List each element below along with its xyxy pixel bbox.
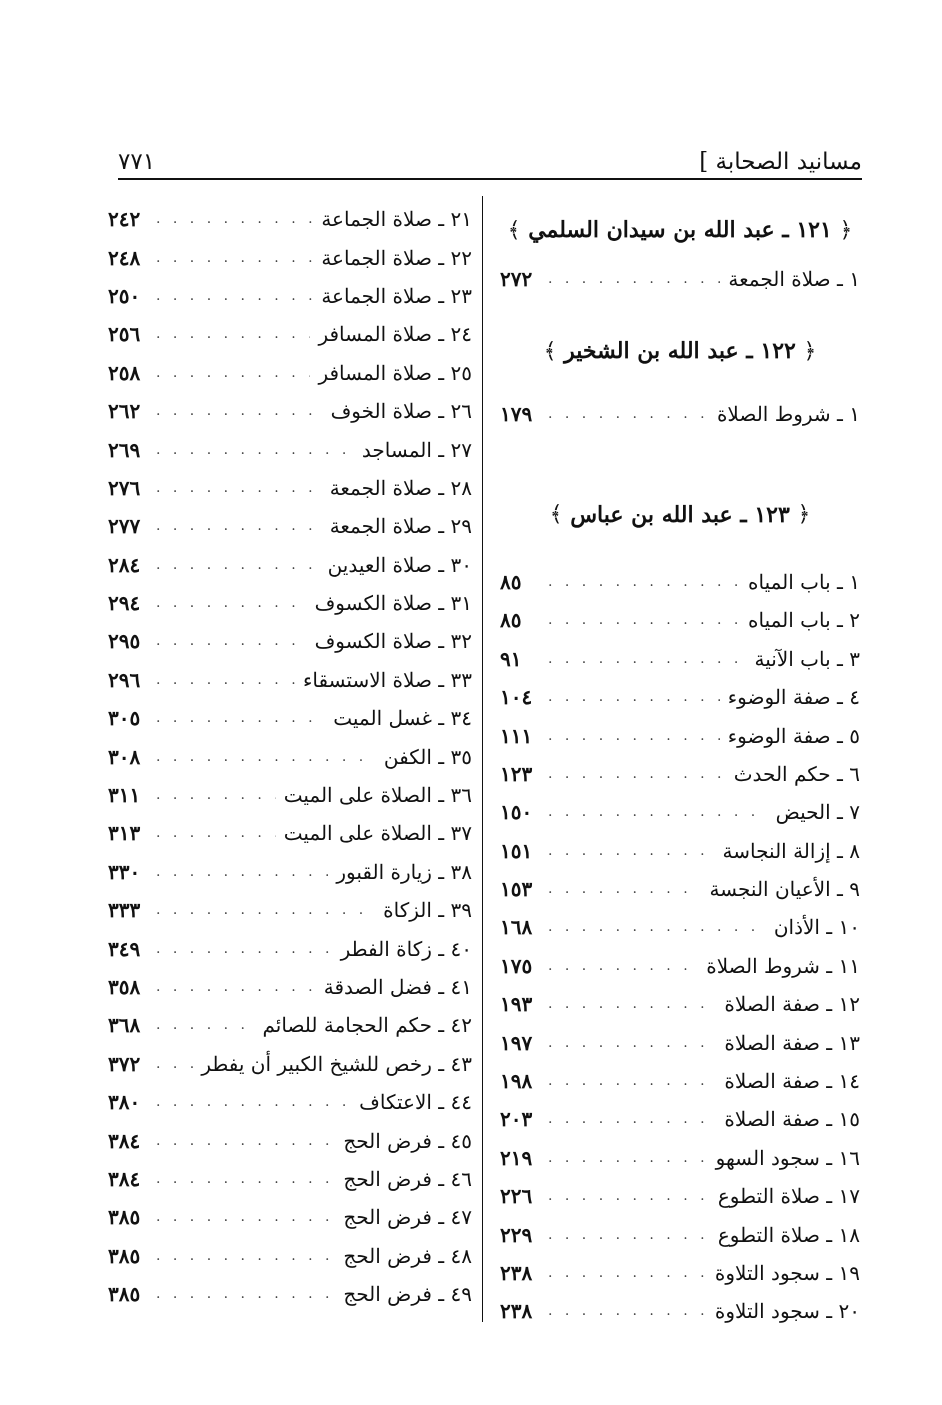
entry-title: ٤٠ ـ زكاة الفطر — [340, 936, 472, 961]
ornament-open-icon: ﴿ — [797, 502, 811, 528]
entry-page: ٣٨٥ — [108, 1282, 141, 1307]
toc-entry[interactable] — [108, 1160, 472, 1198]
dot-leader — [156, 1171, 335, 1187]
toc-entry[interactable] — [500, 1177, 860, 1215]
toc-entry[interactable] — [108, 584, 472, 622]
entry-page: ٢٦٩ — [108, 437, 141, 462]
entry-title: ٢٣ ـ صلاة الجماعة — [321, 283, 472, 308]
dot-leader — [548, 804, 768, 820]
dot-leader — [156, 1248, 335, 1264]
toc-entry[interactable] — [500, 1100, 860, 1138]
dot-leader — [156, 902, 375, 918]
header-rule — [118, 178, 862, 180]
entry-title: ٣٨ ـ زيارة القبور — [336, 859, 472, 884]
page-number: ٧٧١ — [118, 149, 156, 175]
dot-leader — [548, 919, 766, 935]
dot-leader — [156, 442, 354, 458]
section-title: ١٢٣ ـ عبد الله بن عباس — [570, 501, 790, 528]
toc-entry[interactable] — [500, 870, 860, 908]
entry-title: ٤٤ ـ الاعتكاف — [359, 1090, 472, 1115]
toc-entry[interactable] — [108, 315, 472, 353]
entry-page: ٣١٣ — [108, 821, 141, 846]
entry-title: ٩ ـ الأعيان النجسة — [709, 877, 860, 902]
section-heading — [500, 433, 860, 563]
dot-leader — [548, 1111, 716, 1127]
toc-entry[interactable] — [108, 1006, 472, 1044]
entry-page: ٨٥ — [500, 569, 522, 594]
toc-entry[interactable] — [108, 238, 472, 276]
entry-title: ١٤ ـ صفة الصلاة — [724, 1069, 860, 1094]
dot-leader — [156, 288, 313, 304]
entry-title: ٤١ ـ فضل الصدقة — [323, 975, 472, 999]
entry-title: ٣٧ ـ الصلاة على الميت — [283, 821, 472, 846]
entry-title: ٢٤ ـ صلاة المسافر — [318, 322, 472, 347]
entry-title: ١١ ـ شروط الصلاة — [706, 953, 860, 978]
entry-page: ٣١١ — [108, 783, 141, 808]
entry-title: ٣٥ ـ الكفن — [383, 744, 472, 769]
toc-entry[interactable] — [108, 737, 472, 775]
entry-page: ٢٤٢ — [108, 207, 141, 232]
entry-title: ٢٢ ـ صلاة الجماعة — [321, 245, 472, 270]
entry-page: ١٥٠ — [500, 800, 533, 825]
entry-title: ١ ـ صلاة الجمعة — [728, 267, 860, 292]
toc-entry[interactable] — [500, 793, 860, 831]
left-column — [108, 200, 472, 1313]
toc-entry[interactable] — [108, 430, 472, 468]
dot-leader — [156, 326, 310, 342]
dot-leader — [156, 1209, 335, 1225]
toc-entry[interactable] — [500, 601, 860, 639]
entry-title: ١٢ ـ صفة الصلاة — [724, 992, 860, 1017]
entry-title: ٤٨ ـ فرض الحج — [343, 1243, 472, 1268]
entry-page: ٢٤٨ — [108, 245, 141, 270]
entry-title: ٢٨ ـ صلاة الجمعة — [329, 475, 472, 500]
dot-leader — [156, 403, 323, 419]
entry-page: ١٢٣ — [500, 761, 533, 786]
dot-leader — [156, 710, 325, 726]
entry-page: ١٩٣ — [500, 992, 533, 1017]
entry-title: ٢٠ ـ سجود التلاوة — [714, 1299, 860, 1324]
entry-title: ٤٢ ـ حكم الحجامة للصائم — [262, 1013, 472, 1038]
entry-page: ٢٧٧ — [108, 514, 141, 539]
dot-leader — [548, 881, 701, 897]
dot-leader — [548, 1073, 716, 1089]
entry-title: ٤٧ ـ فرض الحج — [343, 1205, 472, 1230]
entry-page: ٢٩٤ — [108, 591, 141, 616]
toc-entry[interactable] — [500, 1292, 860, 1330]
ornament-close-icon: ﴾ — [543, 338, 557, 364]
toc-entry[interactable] — [108, 507, 472, 545]
dot-leader — [156, 864, 328, 880]
entry-title: ١٩ ـ سجود التلاوة — [714, 1261, 860, 1285]
dot-leader — [548, 1265, 707, 1281]
dot-leader — [548, 1188, 710, 1204]
toc-entry[interactable] — [108, 392, 472, 430]
toc-entry[interactable] — [500, 1023, 860, 1061]
toc-entry[interactable] — [500, 985, 860, 1023]
entry-page: ٢٦٢ — [108, 399, 141, 424]
entry-title: ٣٣ ـ صلاة الاستسقاء — [302, 667, 472, 692]
entry-page: ٣٨٤ — [108, 1166, 141, 1191]
entry-page: ٣٣٠ — [108, 859, 141, 884]
entry-page: ١٧٥ — [500, 953, 533, 978]
section-heading — [500, 200, 860, 260]
dot-leader — [156, 787, 276, 803]
entry-title: ٤٣ ـ رخص للشيخ الكبير أن يفطر — [201, 1051, 472, 1076]
dot-leader — [548, 843, 715, 859]
dot-leader — [156, 825, 276, 841]
entry-page: ٣٥٨ — [108, 975, 141, 999]
entry-title: ١٨ ـ صلاة التطوع — [717, 1222, 860, 1247]
toc-entry[interactable] — [500, 640, 860, 678]
entry-title: ٢٩ ـ صلاة الجمعة — [329, 514, 472, 539]
entry-title: ٢١ ـ صلاة الجماعة — [321, 207, 472, 232]
toc-entry[interactable] — [500, 1062, 860, 1100]
column-divider — [482, 196, 483, 1322]
entry-page: ٢٧٦ — [108, 475, 141, 500]
dot-leader — [548, 1227, 710, 1243]
entry-page: ٣٨٠ — [108, 1090, 141, 1115]
entry-title: ٣٤ ـ غسل الميت — [333, 706, 472, 731]
entry-page: ١٥٣ — [500, 877, 533, 902]
toc-entry[interactable] — [500, 260, 860, 298]
entry-page: ٢٥٨ — [108, 360, 141, 385]
entry-title: ٤ ـ صفة الوضوء — [727, 685, 860, 710]
entry-page: ٣٤٩ — [108, 936, 141, 961]
dot-leader — [156, 480, 322, 496]
entry-page: ١٩٧ — [500, 1030, 533, 1055]
entry-page: ١٩٨ — [500, 1069, 533, 1094]
entry-page: ١٥١ — [500, 838, 533, 863]
entry-page: ٢٣٨ — [500, 1299, 533, 1324]
section-title: ١٢١ ـ عبد الله بن سيدان السلمي — [528, 217, 832, 243]
ornament-close-icon: ﴾ — [507, 217, 521, 243]
entry-page: ٨٥ — [500, 608, 522, 633]
entry-page: ٢١٩ — [500, 1145, 533, 1170]
entry-title: ٣٠ ـ صلاة العيدين — [327, 552, 472, 577]
entry-title: ١٦ ـ سجود السهو — [715, 1145, 860, 1170]
toc-entry[interactable] — [108, 929, 472, 967]
entry-page: ٣٠٨ — [108, 744, 141, 769]
ornament-open-icon: ﴿ — [803, 338, 817, 364]
entry-title: ٢٦ ـ صلاة الخوف — [330, 399, 472, 424]
toc-entry[interactable] — [108, 1045, 472, 1083]
toc-entry[interactable] — [108, 200, 472, 238]
running-title: مسانيد الصحابة ] — [699, 149, 862, 175]
entry-title: ٣١ ـ صلاة الكسوف — [314, 591, 472, 616]
entry-title: ٥ ـ صفة الوضوء — [727, 723, 860, 748]
entry-page: ٢٧٢ — [500, 267, 533, 292]
dot-leader — [548, 996, 716, 1012]
toc-entry[interactable] — [500, 908, 860, 946]
dot-leader — [156, 557, 320, 573]
toc-entry[interactable] — [500, 394, 860, 432]
entry-title: ١٠ ـ الأذان — [773, 915, 860, 940]
toc-entry[interactable] — [108, 277, 472, 315]
entry-page: ١١١ — [500, 723, 533, 748]
toc-entry[interactable] — [500, 1139, 860, 1177]
entry-page: ٣٨٤ — [108, 1128, 141, 1153]
dot-leader — [548, 574, 740, 590]
entry-title: ٤٦ ـ فرض الحج — [343, 1166, 472, 1191]
entry-page: ٣٣٣ — [108, 898, 141, 923]
toc-entry[interactable] — [108, 776, 472, 814]
toc-entry[interactable] — [108, 1121, 472, 1159]
entry-page: ٢٢٦ — [500, 1184, 533, 1209]
entry-page: ٢٥٦ — [108, 322, 141, 347]
dot-leader — [156, 979, 316, 995]
entry-title: ٦ ـ حكم الحدث — [733, 761, 860, 786]
toc-entry[interactable] — [108, 1275, 472, 1313]
entry-page: ٢٢٩ — [500, 1222, 533, 1247]
dot-leader — [156, 1017, 254, 1033]
dot-leader — [548, 689, 720, 705]
dot-leader — [548, 728, 720, 744]
dot-leader — [156, 518, 322, 534]
dot-leader — [156, 1133, 335, 1149]
entry-page: ١٦٨ — [500, 915, 533, 940]
entry-title: ١٥ ـ صفة الصلاة — [724, 1107, 860, 1132]
entry-title: ٢٥ ـ صلاة المسافر — [318, 360, 472, 385]
toc-entry[interactable] — [108, 699, 472, 737]
entry-page: ٢٩٦ — [108, 667, 141, 692]
dot-leader — [156, 749, 376, 765]
toc-entry[interactable] — [108, 891, 472, 929]
dot-leader — [548, 958, 698, 974]
entry-title: ٢٧ ـ المساجد — [361, 437, 472, 462]
dot-leader — [156, 250, 313, 266]
toc-entry[interactable] — [500, 755, 860, 793]
entry-page: ٣٨٥ — [108, 1205, 141, 1230]
page-header — [118, 132, 862, 174]
entry-title: ٨ ـ إزالة النجاسة — [722, 838, 860, 863]
toc-entry[interactable] — [500, 947, 860, 985]
toc-entry[interactable] — [108, 546, 472, 584]
entry-title: ٣٦ ـ الصلاة على الميت — [283, 783, 472, 808]
entry-page: ٣٦٨ — [108, 1013, 141, 1038]
entry-title: ١ ـ شروط الصلاة — [716, 401, 860, 426]
entry-page: ٢٠٣ — [500, 1107, 533, 1132]
entry-title: ٣٩ ـ الزكاة — [383, 898, 472, 923]
dot-leader — [156, 672, 295, 688]
dot-leader — [548, 1150, 708, 1166]
ornament-close-icon: ﴾ — [549, 502, 563, 528]
toc-entry[interactable] — [108, 354, 472, 392]
entry-title: ١ ـ باب المياه — [748, 569, 860, 594]
toc-entry[interactable] — [108, 1237, 472, 1275]
dot-leader — [548, 406, 709, 422]
toc-entry[interactable] — [108, 622, 472, 660]
dot-leader — [548, 766, 726, 782]
toc-entry[interactable] — [108, 1083, 472, 1121]
entry-title: ٣٢ ـ صلاة الكسوف — [314, 629, 472, 654]
dot-leader — [156, 365, 310, 381]
dot-leader — [548, 271, 720, 287]
dot-leader — [156, 211, 313, 227]
ornament-open-icon: ﴿ — [839, 217, 853, 243]
toc-entry[interactable] — [500, 678, 860, 716]
entry-page: ٣٧٢ — [108, 1051, 141, 1076]
entry-title: ٤٥ ـ فرض الحج — [343, 1128, 472, 1153]
entry-page: ٢٣٨ — [500, 1261, 533, 1285]
entry-title: ١٧ ـ صلاة التطوع — [717, 1184, 860, 1209]
dot-leader — [156, 633, 307, 649]
toc-entry[interactable] — [108, 968, 472, 1006]
entry-title: ٣ ـ باب الآنية — [754, 646, 860, 671]
entry-title: ٤٩ ـ فرض الحج — [343, 1282, 472, 1307]
entry-page: ٢٥٠ — [108, 283, 141, 308]
section-heading — [500, 298, 860, 394]
entry-page: ١٠٤ — [500, 685, 533, 710]
toc-entry[interactable] — [500, 1254, 860, 1292]
entry-title: ١٣ ـ صفة الصلاة — [724, 1030, 860, 1055]
toc-entry[interactable] — [500, 716, 860, 754]
dot-leader — [156, 1056, 193, 1072]
entry-page: ٢٩٥ — [108, 629, 141, 654]
dot-leader — [548, 1303, 707, 1319]
dot-leader — [156, 595, 307, 611]
dot-leader — [548, 1035, 716, 1051]
dot-leader — [548, 612, 740, 628]
right-column — [500, 200, 860, 1331]
dot-leader — [548, 651, 747, 667]
entry-title: ٧ ـ الحيض — [775, 800, 860, 825]
toc-entry[interactable] — [500, 832, 860, 870]
toc-entry[interactable] — [108, 853, 472, 891]
entry-page: ٣٨٥ — [108, 1243, 141, 1268]
entry-title: ٢ ـ باب المياه — [748, 608, 860, 633]
entry-page: ١٧٩ — [500, 401, 533, 426]
dot-leader — [156, 941, 333, 957]
dot-leader — [156, 1286, 335, 1302]
entry-page: ٢٨٤ — [108, 552, 141, 577]
entry-page: ٣٠٥ — [108, 706, 141, 731]
toc-entry[interactable] — [108, 661, 472, 699]
entry-page: ٩١ — [500, 646, 522, 671]
toc-entry[interactable] — [500, 563, 860, 601]
section-title: ١٢٢ ـ عبد الله بن الشخير — [564, 338, 796, 365]
toc-entry[interactable] — [108, 1198, 472, 1236]
toc-entry[interactable] — [108, 814, 472, 852]
dot-leader — [156, 1094, 351, 1110]
toc-entry[interactable] — [108, 469, 472, 507]
toc-entry[interactable] — [500, 1215, 860, 1253]
